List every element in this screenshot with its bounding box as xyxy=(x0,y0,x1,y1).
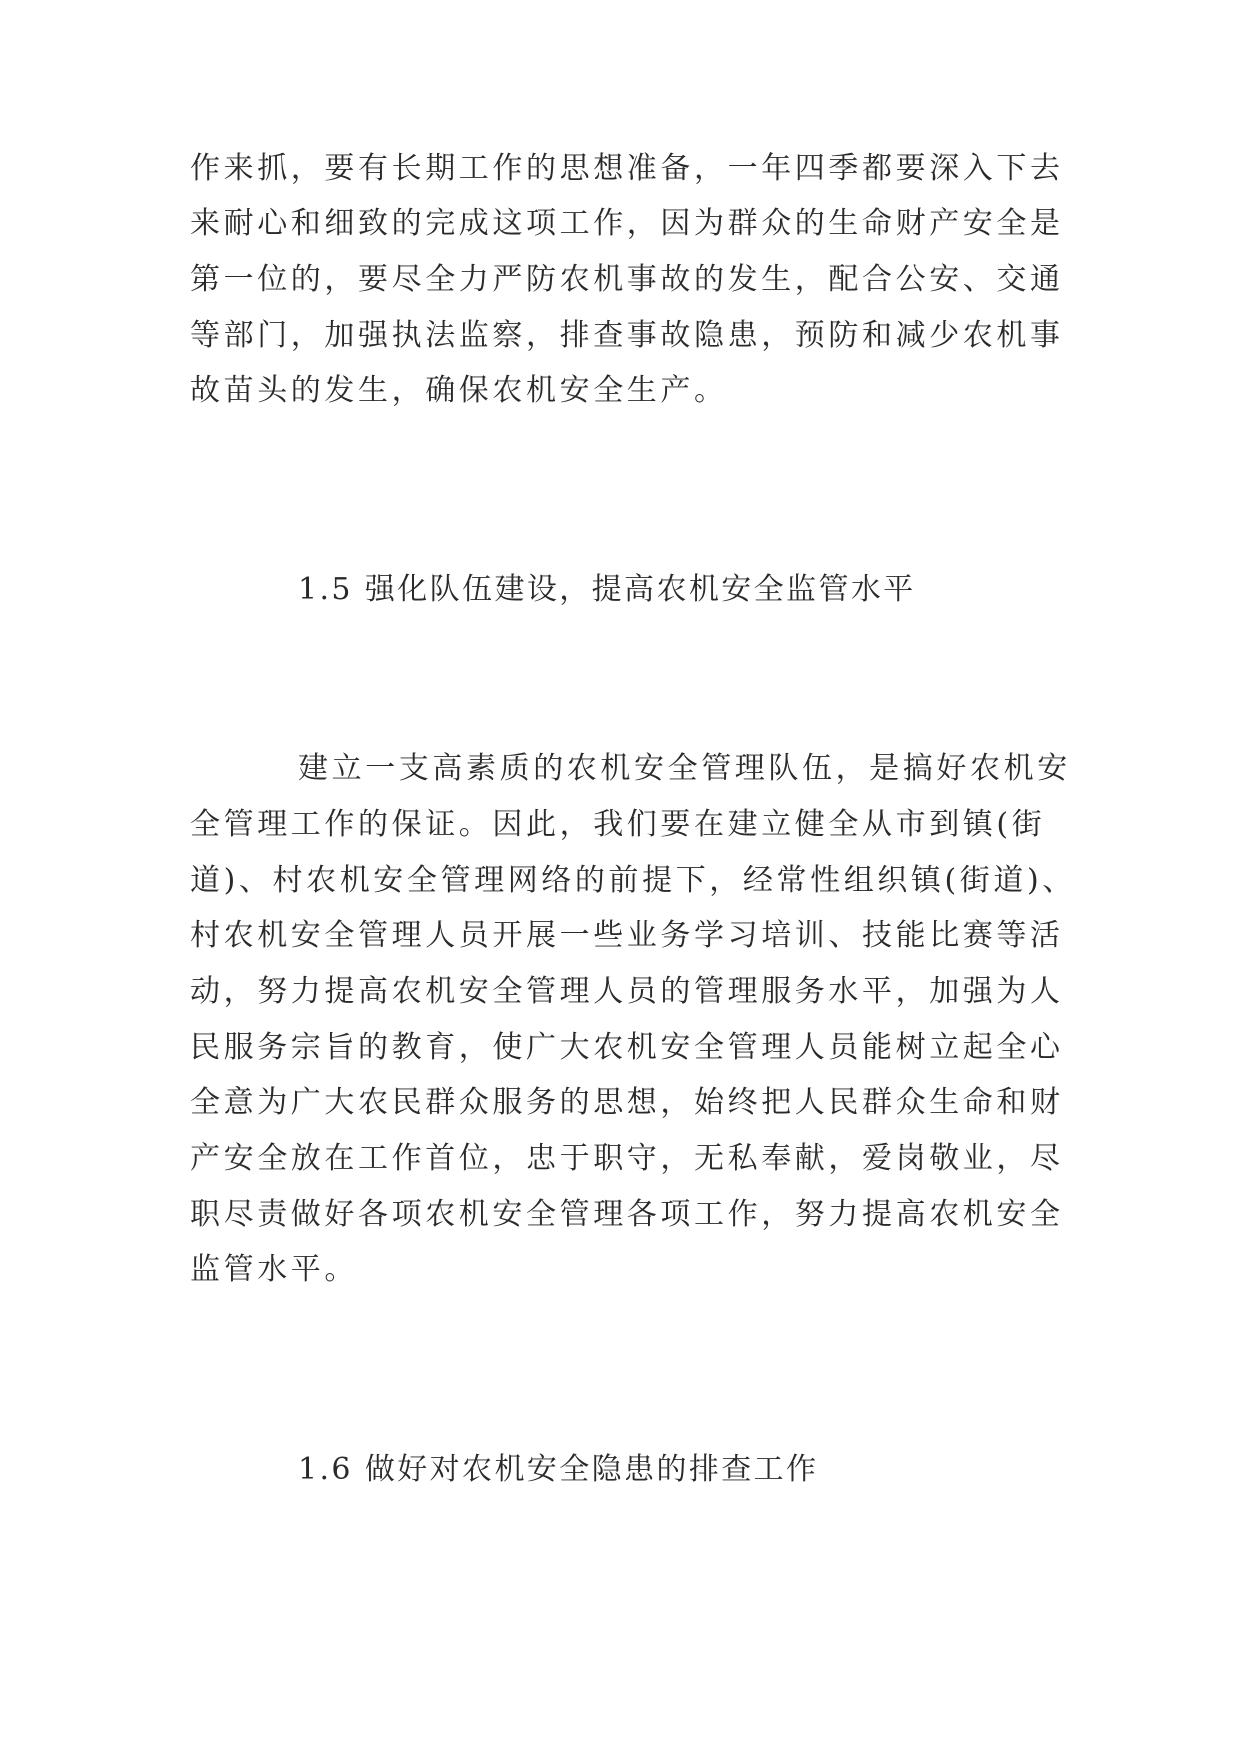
paragraph-line: 道)、村农机安全管理网络的前提下，经常性组织镇(街道)、 xyxy=(190,863,1076,898)
paragraph-line: 故苗头的发生，确保农机安全生产。 xyxy=(190,373,728,408)
paragraph-line: 全意为广大农民群众服务的思想，始终把人民群众生命和财 xyxy=(190,1085,1064,1120)
paragraph-line: 村农机安全管理人员开展一些业务学习培训、技能比赛等活 xyxy=(190,918,1064,953)
paragraph-line: 产安全放在工作首位，忠于职守，无私奉献，爱岗敬业，尽 xyxy=(190,1141,1064,1176)
paragraph-line: 来耐心和细致的完成这项工作，因为群众的生命财产安全是 xyxy=(190,206,1064,241)
paragraph-line: 全管理工作的保证。因此，我们要在建立健全从市到镇(街 xyxy=(190,807,1046,842)
paragraph-line: 第一位的，要尽全力严防农机事故的发生，配合公安、交通 xyxy=(190,262,1064,297)
section-heading-1-5: 1.5 强化队伍建设，提高农机安全监管水平 xyxy=(298,572,916,607)
paragraph-line: 监管水平。 xyxy=(190,1252,358,1287)
paragraph-line: 作来抓，要有长期工作的思想准备，一年四季都要深入下去 xyxy=(190,151,1064,186)
paragraph-line: 民服务宗旨的教育，使广大农机安全管理人员能树立起全心 xyxy=(190,1030,1064,1065)
paragraph-line: 等部门，加强执法监察，排查事故隐患，预防和减少农机事 xyxy=(190,318,1064,353)
section-heading-1-6: 1.6 做好对农机安全隐患的排查工作 xyxy=(298,1452,819,1487)
paragraph-line: 职尽责做好各项农机安全管理各项工作，努力提高农机安全 xyxy=(190,1197,1064,1232)
paragraph-line: 动，努力提高农机安全管理人员的管理服务水平，加强为人 xyxy=(190,974,1064,1009)
paragraph-line: 建立一支高素质的农机安全管理队伍，是搞好农机安 xyxy=(298,751,1071,786)
